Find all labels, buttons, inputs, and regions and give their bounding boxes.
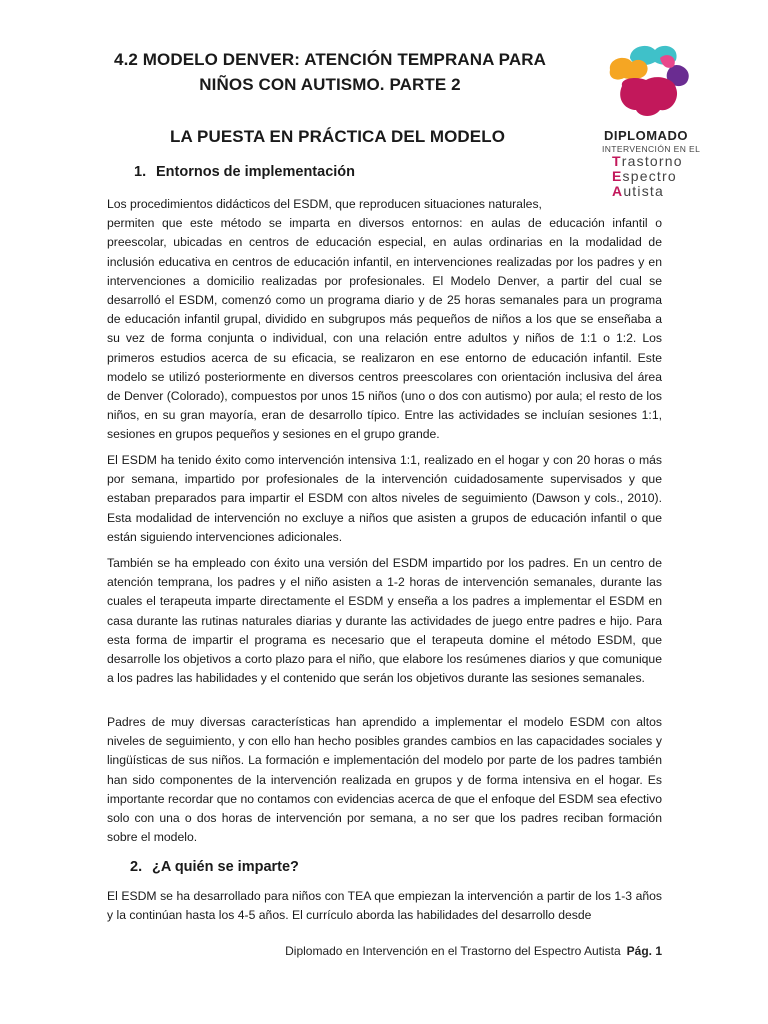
paragraph-1-first-line: Los procedimientos didácticos del ESDM, que reproducen situaciones naturales, bbox=[107, 197, 542, 211]
paragraph-1 bbox=[107, 195, 662, 445]
section-title: LA PUESTA EN PRÁCTICA DEL MODELO bbox=[170, 127, 506, 146]
section-2-heading-text: ¿A quién se imparte? bbox=[152, 859, 299, 875]
logo-line-espectro: Espectro bbox=[612, 168, 677, 184]
logo-diplomado-label: DIPLOMADO bbox=[604, 128, 688, 143]
logo-line-autista: Autista bbox=[612, 183, 664, 199]
page-number: Pág. 1 bbox=[626, 944, 662, 958]
section-1-heading bbox=[134, 164, 355, 180]
paragraph-2: El ESDM ha tenido éxito como intervención intensiva 1:1, realizado en el hogar y con 20 horas o más por semana, impartido por profesionales de la intervención cuidadosamente supervisados y que estaban preparados para impartir el ESDM con altos niveles de seguimiento (Dawson y cols., 2010). Esta modalidad de intervención no excluye a niños que asisten a grupos de educación infantil o que están siguiendo intervenciones adicionales. bbox=[107, 453, 662, 544]
logo-text-block bbox=[592, 128, 722, 199]
document-title-line-1: 4.2 MODELO DENVER: ATENCIÓN TEMPRANA PARA bbox=[114, 50, 546, 69]
section-2-heading bbox=[130, 859, 299, 875]
section-1-heading-text: Entornos de implementación bbox=[156, 164, 355, 180]
section-1-number: 1. bbox=[134, 164, 147, 180]
diplomado-logo bbox=[592, 40, 722, 215]
paragraph-5: El ESDM se ha desarrollado para niños con TEA que empiezan la intervención a partir de los 1-3 años y la continúan hasta los 4-5 años. El currículo aborda las habilidades del desarrollo desde bbox=[107, 889, 662, 923]
paragraph-4: Padres de muy diversas características han aprendido a implementar el modelo ESDM con altos niveles de seguimiento, y con ello han hecho posibles grandes cambios en las capacidades sociales y lingüísticas de sus niños. La formación e implementación del modelo por parte de los padres también han sido componentes de la intervención realizada en grupos y de forma intensiva en el hogar. Es importante recordar que no contamos con evidencias acerca de que el enfoque del ESDM sea efectivo solo con una o dos horas de intervención por semana, a no ser que los padres reciban formación sobre el modelo. bbox=[107, 715, 662, 845]
brain-logo-icon bbox=[600, 40, 700, 120]
footer-text: Diplomado en Intervención en el Trastorno del Espectro Autista bbox=[285, 944, 621, 958]
section-2-number: 2. bbox=[130, 859, 143, 875]
logo-line-trastorno: Trastorno bbox=[612, 153, 683, 169]
logo-subtitle: INTERVENCIÓN EN EL bbox=[602, 144, 701, 154]
paragraph-1-body: permiten que este método se imparta en diversos entornos: en aulas de educación infantil o preescolar, ubicadas en centros de educación especial, en aulas ordinarias en la modalidad de inclusión educativa en centros de educación infantil, en intervenciones realizadas por los padres y en intervenciones a domicilio realizadas por profesionales. El Modelo Denver, a partir del cual se desarrolló el ESDM, comenzó como un programa diario y de 25 horas semanales para un programa de educación infantil grupal, dividido en subgrupos más pequeños de niños a los que se enseñaba a su vez de forma conjunta o individual, con una relación entre adultos y niños de 1:1 o 1:2. Los primeros estudios acerca de su eficacia, se realizaron en ese entorno de educación infantil. Este modelo se utilizó posteriormente en diversos centros preescolares con orientación inclusiva del área de Denver (Colorado), compuestos por unos 15 niños (uno o dos con autismo) por aula; el resto de los niños, en su gran mayoría, eran de desarrollo típico. Entre las actividades se incluían sesiones 1:1, sesiones en grupos pequeños y sesiones en el grupo grande. bbox=[107, 216, 662, 442]
page-footer bbox=[240, 944, 662, 958]
document-title bbox=[100, 47, 560, 97]
document-title-line-2: NIÑOS CON AUTISMO. PARTE 2 bbox=[199, 75, 461, 94]
paragraph-3: También se ha empleado con éxito una versión del ESDM impartido por los padres. En un centro de atención temprana, los padres y el niño asisten a 1-2 horas de intervención semanales, durante las cuales el terapeuta imparte directamente el ESDM y enseña a los padres a implementar el ESDM en casa durante las rutinas naturales diarias y durante las actividades de juego entre padres e hijo. Para esta forma de impartir el programa es necesario que el terapeuta domine el método ESDM, que desarrolle los objetivos a corto plazo para el niño, que elabore los resúmenes diarios y que comunique a los padres las habilidades y el contenido que serán los objetivos durante las sesiones semanales. bbox=[107, 556, 662, 686]
